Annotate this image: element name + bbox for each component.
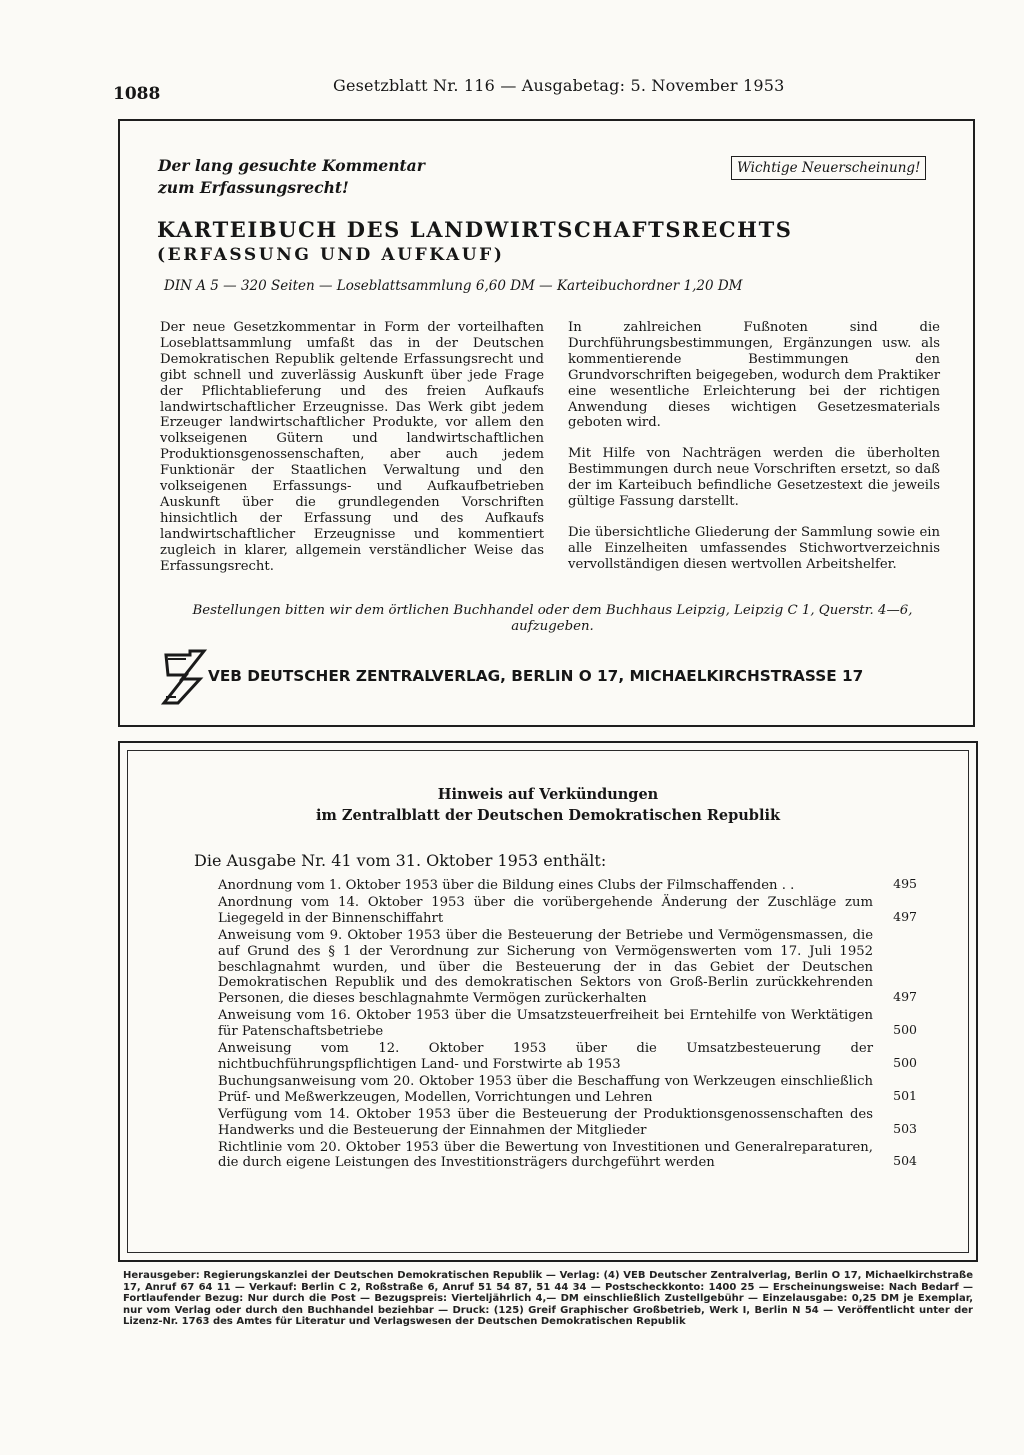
entry-text: Anweisung vom 9. Oktober 1953 über die Besteuerung der Betriebe und Vermögensmassen, die auf Grund des § 1 der Verordnung zur Sicherung von Vermögenswerten vom 17. Juli 1952 beschlagnahmt wurden, und über die Besteuerung der in das Gebiet der Deutschen Demokratischen Republik und des demokratischen Sektors von Groß-Berlin zurückkehrenden Personen, die dieses beschlagnahmte Vermögen zurückerhalten xyxy=(218,927,873,1007)
notice-heading-line1: Hinweis auf Verkündungen xyxy=(437,786,659,803)
publisher-logo-icon xyxy=(160,649,210,705)
new-release-badge: Wichtige Neuerscheinung! xyxy=(731,156,926,180)
notice-heading-line2: im Zentralblatt der Deutschen Demokratischen Republik xyxy=(315,807,781,824)
notice-entry xyxy=(218,1140,917,1172)
ad-specs: DIN A 5 — 320 Seiten — Loseblattsammlung 6,60 DM — Karteibuchordner 1,20 DM xyxy=(164,278,743,294)
page-number: 1088 xyxy=(113,84,161,104)
notice-entry xyxy=(218,1074,917,1106)
ad-left-column xyxy=(160,320,544,590)
entry-text: Anweisung vom 16. Oktober 1953 über die Umsatzsteuerfreiheit bei Erntehilfe von Werktätigen für Patenschaftsbetriebe xyxy=(218,1008,873,1040)
ad-publisher: VEB DEUTSCHER ZENTRALVERLAG, BERLIN O 17, MICHAELKIRCHSTRASSE 17 xyxy=(208,667,864,685)
notice-entry xyxy=(218,878,917,894)
entry-page: 500 xyxy=(893,1054,917,1070)
notice-entry xyxy=(218,928,917,1008)
ad-tagline-line1: Der lang gesuchte Kommentar xyxy=(158,156,425,175)
notice-entry xyxy=(218,1107,917,1139)
ad-subtitle: (ERFASSUNG UND AUFKAUF) xyxy=(157,245,505,265)
notice-entries xyxy=(218,878,917,1172)
notice-entry xyxy=(218,1041,917,1073)
ad-tagline-line2: zum Erfassungsrecht! xyxy=(158,178,349,197)
entry-page: 497 xyxy=(893,908,917,924)
entry-page: 503 xyxy=(893,1120,917,1136)
ad-left-paragraph: Der neue Gesetzkommentar in Form der vorteilhaften Loseblattsammlung umfaßt das in der Deutschen Demokratischen Republik geltende Erfassungsrecht und gibt schnell und zuverlässig Auskunft über jede Frage der Pflichtablieferung und des freien Aufkaufs landwirtschaftlicher Erzeugnisse. Das Werk gibt jedem Erzeuger landwirtschaftlicher Produkte, vor allem den volkseigenen Gütern und landwirtschaftlichen Produktionsgenossenschaften, aber auch jedem Funktionär der Staatlichen Verwaltung und den volkseigenen Erfassungs- und Aufkaufbetrieben Auskunft über die grundlegenden Vorschriften hinsichtlich der Erfassung und des Aufkaufs landwirtschaftlicher Erzeugnisse und kommentiert zugleich in klarer, allgemein verständlicher Weise das Erfassungsrecht. xyxy=(160,320,544,574)
entry-text: Anordnung vom 1. Oktober 1953 über die Bildung eines Clubs der Filmschaffenden . . xyxy=(218,878,795,893)
ad-tagline xyxy=(158,155,425,199)
notice-intro: Die Ausgabe Nr. 41 vom 31. Oktober 1953 enthält: xyxy=(194,851,607,870)
ad-title: KARTEIBUCH DES LANDWIRTSCHAFTSRECHTS xyxy=(157,217,793,242)
ad-right-paragraph-3: Die übersichtliche Gliederung der Sammlung sowie ein alle Einzelheiten umfassendes Stichwortverzeichnis vervollständigen diesen wertvollen Arbeitshelfer. xyxy=(568,524,940,572)
running-title: Gesetzblatt Nr. 116 — Ausgabetag: 5. November 1953 xyxy=(333,76,785,95)
entry-page: 495 xyxy=(893,876,917,891)
notice-entry xyxy=(218,1008,917,1040)
entry-page: 500 xyxy=(893,1022,917,1038)
ad-right-paragraph-1: In zahlreichen Fußnoten sind die Durchführungsbestimmungen, Ergänzungen usw. als kommentierende Bestimmungen den Grundvorschriften beigegeben, wodurch dem Praktiker eine wesentliche Erleichterung bei der richtigen Anwendung dieses wichtigen Gesetzesmaterials geboten wird. xyxy=(568,320,941,431)
entry-page: 504 xyxy=(893,1153,917,1169)
entry-page: 501 xyxy=(893,1087,917,1103)
notice-box xyxy=(118,741,978,1262)
entry-text: Anweisung vom 12. Oktober 1953 über die Umsatzbesteuerung der nichtbuchführungspflichtigen Land- und Forstwirte ab 1953 xyxy=(218,1041,873,1072)
imprint: Herausgeber: Regierungskanzlei der Deutschen Demokratischen Republik — Verlag: (4) VEB Deutscher Zentralverlag, Berlin O 17, Michaelkirchstraße 17, Anruf 67 64 11 — Verkauf: Berlin C 2, Roßstraße 6, Anruf 51 54 87, 51 44 34 — Postscheckkonto: 1400 25 — Erscheinungsweise: Nach Bedarf — Fortlaufender Bezug: Nur durch die Post — Bezugspreis: Vierteljährlich 4,— DM einschließlich Zustellgebühr — Einzelausgabe: 0,25 DM je Exemplar, nur vom Verlag oder durch den Buchhandel beziehbar — Druck: (125) Greif Graphischer Großbetrieb, Werk I, Berlin N 54 — Veröffentlicht unter der Lizenz-Nr. 1763 des Amtes für Literatur und Verlagswesen der Deutschen Demokratischen Republik xyxy=(123,1270,973,1328)
advertisement-box xyxy=(118,119,975,727)
entry-text: Buchungsanweisung vom 20. Oktober 1953 über die Beschaffung von Werkzeugen einschließlich Prüf- und Meßwerkzeugen, Modellen, Vorrichtungen und Lehren xyxy=(218,1073,873,1105)
notice-entry xyxy=(218,895,917,927)
entry-text: Anordnung vom 14. Oktober 1953 über die vorübergehende Änderung der Zuschläge zum Liegegeld in der Binnenschiffahrt xyxy=(218,894,873,926)
ad-order-note: Bestellungen bitten wir dem örtlichen Buchhandel oder dem Buchhaus Leipzig, Leipzig C 1, Querstr. 4—6, aufzugeben. xyxy=(192,603,913,634)
entry-text: Richtlinie vom 20. Oktober 1953 über die Bewertung von Investitionen und Generalreparaturen, die durch eigene Leistungen des Investitionsträgers durchgeführt werden xyxy=(218,1139,873,1171)
entry-text: Verfügung vom 14. Oktober 1953 über die Besteuerung der Produktionsgenossenschaften des Handwerks und die Besteuerung der Einnahmen der Mitglieder xyxy=(218,1106,873,1138)
ad-right-column xyxy=(568,320,940,588)
notice-heading xyxy=(120,784,976,826)
entry-page: 497 xyxy=(893,989,917,1005)
ad-right-paragraph-2: Mit Hilfe von Nachträgen werden die überholten Bestimmungen durch neue Vorschriften ersetzt, so daß der im Karteibuch befindliche Gesetzestext die jeweils gültige Fassung darstellt. xyxy=(568,446,940,510)
